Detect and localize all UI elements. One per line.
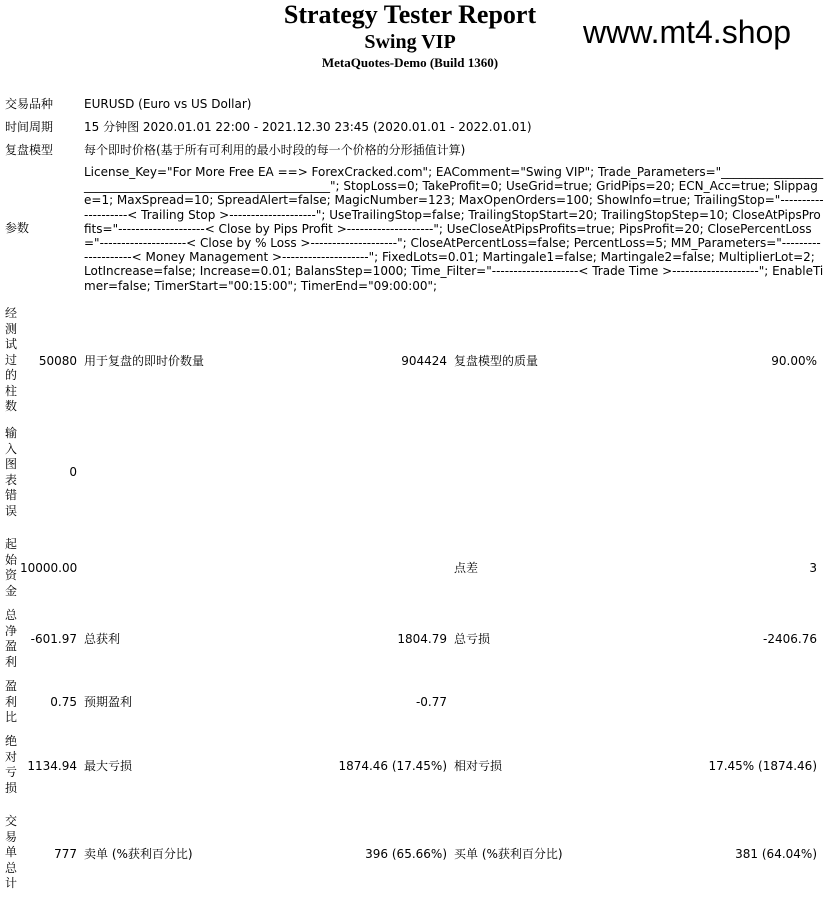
relative-drawdown-value: 17.45% (1874.46)	[708, 759, 817, 773]
quality-value: 90.00%	[771, 354, 817, 368]
period-value: 15 分钟图 2020.01.01 22:00 - 2021.12.30 23:45 (2020.01.01 - 2022.01.01)	[84, 120, 532, 134]
watermark: www.mt4.shop	[583, 14, 792, 50]
report-title: Strategy Tester Report	[283, 0, 537, 29]
profit-factor-label: 盈利比	[5, 679, 18, 724]
spread-value: 3	[809, 561, 817, 575]
absolute-drawdown-label: 绝对亏损	[5, 734, 18, 795]
model-label: 复盘模型	[5, 143, 54, 157]
period-label: 时间周期	[5, 120, 54, 134]
long-positions-value: 381 (64.04%)	[735, 847, 817, 861]
gross-profit-label: 总获利	[84, 632, 121, 646]
gross-loss-label: 总亏损	[454, 632, 491, 646]
symbol-label: 交易品种	[5, 97, 54, 111]
total-trades-label: 交易单总计	[5, 814, 18, 890]
build-info: MetaQuotes-Demo (Build 1360)	[321, 55, 499, 70]
relative-drawdown-label: 相对亏损	[454, 759, 503, 773]
gross-profit-value: 1804.79	[397, 632, 447, 646]
total-trades-value: 777	[54, 847, 77, 861]
long-positions-label: 买单 (%获利百分比)	[454, 847, 563, 861]
profit-factor-value: 0.75	[50, 695, 77, 709]
parameters-value: License_Key="For More Free EA ==> ForexCracked.com"; EAComment="Swing VIP"; Trade_Parameters="__________________________________________________________"; StopLoss=0; TakeProfit=0; UseGrid=true; GridPips=20; ECN_Acc=true; Slippage=1; MaxSpread=10; SpreadAlert=false; MagicNumber=123; MaxOpenOrders=100; ShowInfo=true; TrailingStop="--------------------< Trailing Stop >--------------------"; UseTrailingStop=false; TrailingStopStart=20; TrailingStopStep=10; CloseAtPipsProfits="--------------------< Close by Pips Profit >--------------------"; UseCloseAtPipsProfits=true; PipsProfit=20; ClosePercentLoss="--------------------< Close by % Loss >--------------------"; CloseAtPercentLoss=false; PercentLoss=5; MM_Parameters="--------------------< Money Management >--------------------"; FixedLots=0.01; Martingale1=false; Martingale2=false; MultiplierLot=2; LotIncrease=false; Increase=0.01; BalansStep=1000; Time_Filter="--------------------< Trade Time >--------------------"; EnableTimer=false; TimerStart="00:15:00"; TimerEnd="09:00:00";	[84, 165, 824, 293]
net-profit-label: 总净盈利	[5, 608, 18, 669]
symbol-value: EURUSD (Euro vs US Dollar)	[84, 97, 252, 111]
bars-value: 50080	[38, 354, 77, 368]
net-profit-value: -601.97	[30, 632, 77, 646]
spread-label: 点差	[454, 561, 479, 575]
bars-label: 经测试过的柱数	[5, 306, 18, 413]
expert-name: Swing VIP	[364, 31, 456, 53]
short-positions-value: 396 (65.66%)	[365, 847, 447, 861]
deposit-value: 10000.00	[20, 561, 78, 575]
absolute-drawdown-value: 1134.94	[27, 759, 77, 773]
expected-payoff-value: -0.77	[415, 695, 447, 709]
parameters-label: 参数	[5, 221, 30, 235]
deposit-label: 起始资金	[5, 537, 18, 598]
errors-value: 0	[69, 465, 77, 479]
quality-label: 复盘模型的质量	[454, 354, 539, 368]
short-positions-label: 卖单 (%获利百分比)	[84, 847, 193, 861]
ticks-value: 904424	[401, 354, 447, 368]
errors-label: 输入图表错误	[5, 426, 18, 518]
gross-loss-value: -2406.76	[763, 632, 817, 646]
max-drawdown-value: 1874.46 (17.45%)	[338, 759, 447, 773]
model-value: 每个即时价格(基于所有可利用的最小时段的每一个价格的分形插值计算)	[84, 143, 466, 157]
report-header	[0, 0, 832, 80]
expected-payoff-label: 预期盈利	[84, 695, 133, 709]
ticks-label: 用于复盘的即时价数量	[84, 354, 205, 368]
max-drawdown-label: 最大亏损	[84, 759, 133, 773]
